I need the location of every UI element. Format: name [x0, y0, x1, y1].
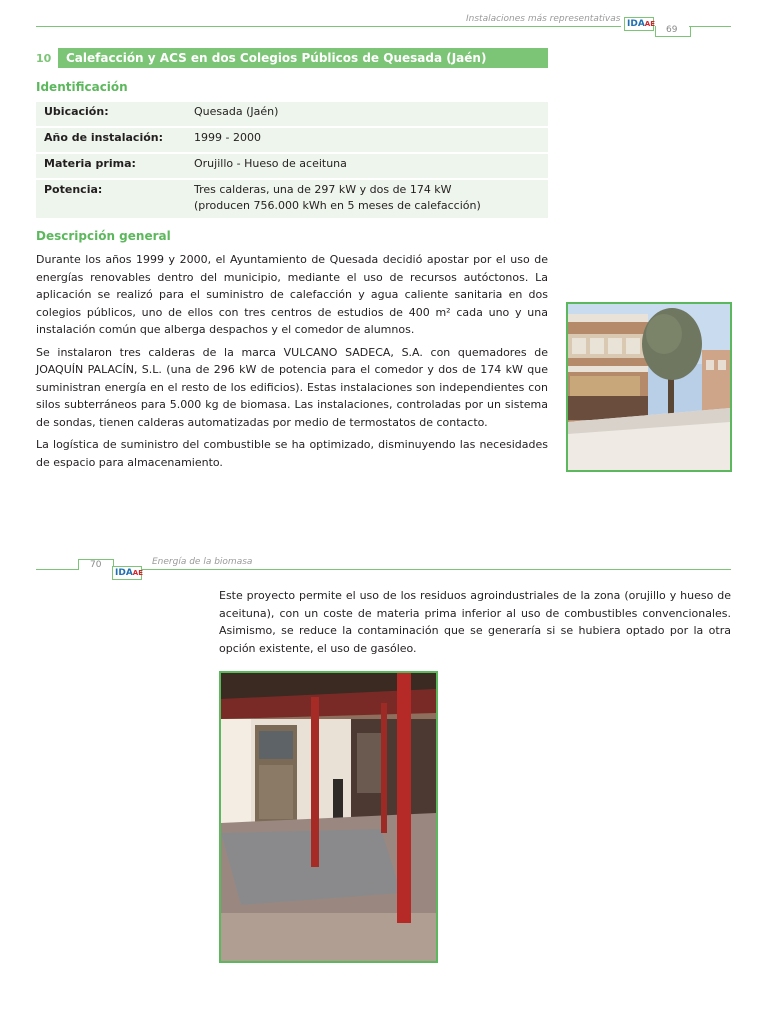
page-number: 70 [90, 560, 102, 570]
row-key: Potencia: [44, 183, 103, 196]
header-rule [36, 569, 78, 570]
header-rule [36, 26, 621, 27]
table-row [36, 128, 548, 152]
logo-text: IDA [627, 19, 645, 29]
section-title: Calefacción y ACS en dos Colegios Públicos de Quesada (Jaén) [66, 51, 487, 65]
idae-logo [624, 17, 654, 31]
paragraph: Se instalaron tres calderas de la marca VULCANO SADECA, S.A. con quemadores de JOAQUÍN PALACÍN, S.L. (una de 296 kW de potencia para el comedor y dos de 174 kW que suministran energía en el resto de los edificios). Estas instalaciones son independientes con silos subterráneos para 5.000 kg de biomasa. Las instalaciones, controladas por un sistema de sondas, tienen calderas automatizadas por medio de termostatos de contacto. [36, 345, 548, 429]
row-value [194, 182, 548, 216]
section-number: 10 [36, 52, 52, 65]
installation-photo [219, 671, 438, 963]
row-value: 1999 - 2000 [194, 131, 261, 144]
conclusion-body [219, 587, 731, 662]
running-title: Energía de la biomasa [152, 557, 253, 567]
row-key: Materia prima: [44, 157, 136, 170]
table-row [36, 102, 548, 126]
school-building-photo [566, 302, 732, 472]
school-building-illustration [568, 304, 730, 470]
logo-text: IDA [115, 568, 133, 578]
row-key: Año de instalación: [44, 131, 163, 144]
description-body [36, 251, 548, 476]
identification-table [36, 102, 548, 220]
idae-logo [112, 566, 142, 580]
installation-illustration [221, 673, 436, 961]
table-row [36, 154, 548, 178]
row-value: Orujillo - Hueso de aceituna [194, 157, 347, 170]
row-value-line1: Tres calderas, una de 297 kW y dos de 174 kW [194, 183, 452, 196]
descripcion-heading: Descripción general [36, 229, 171, 243]
logo-sup: AE [644, 20, 655, 28]
paragraph: Este proyecto permite el uso de los residuos agroindustriales de la zona (orujillo y hueso de aceituna), con un coste de materia prima inferior al uso de combustibles convencionales. Asimismo, se reduce la contaminación que se generaría si se hubiera optado por la otra opción existente, el uso de gasóleo. [219, 589, 731, 655]
row-key: Ubicación: [44, 105, 109, 118]
paragraph: La logística de suministro del combustible se ha optimizado, disminuyendo las necesidades de espacio para almacenamiento. [36, 438, 548, 469]
table-row [36, 180, 548, 218]
logo-sup: AE [132, 569, 143, 577]
page-number: 69 [666, 25, 678, 35]
running-title: Instalaciones más representativas [466, 14, 621, 24]
header-rule-right [689, 26, 731, 27]
paragraph: Durante los años 1999 y 2000, el Ayuntamiento de Quesada decidió apostar por el uso de energías renovables dentro del municipio, mediante el uso de recursos autóctonos. La aplicación se realizó para el suministro de calefacción y agua caliente sanitaria en dos colegios públicos, uno de ellos con tres centros de estudios de 400 m² cada uno y una instalación común que alberga despachos y el comedor de alumnos. [36, 253, 548, 336]
header-rule-right [112, 569, 731, 570]
identificacion-heading: Identificación [36, 80, 128, 94]
row-value: Quesada (Jaén) [194, 105, 279, 118]
row-value-line2: (producen 756.000 kWh en 5 meses de calefacción) [194, 199, 481, 212]
